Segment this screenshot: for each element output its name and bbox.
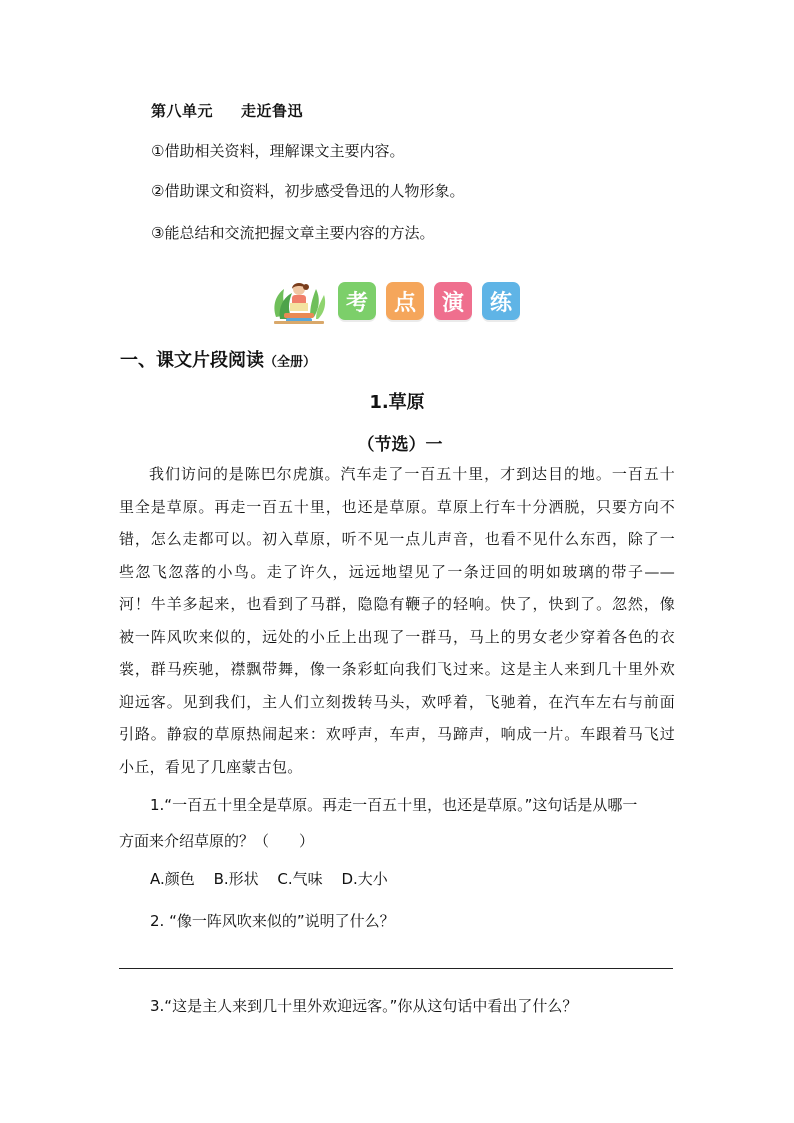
passage-line: 引路。静寂的草原热闹起来：欢呼声，车声，马蹄声，响成一片。车跟着马飞过 bbox=[119, 725, 675, 743]
question-3: 3.“这是主人来到几十里外欢迎远客。”你从这句话中看出了什么？ bbox=[150, 997, 578, 1015]
passage-line: 被一阵风吹来似的，远处的小丘上出现了一群马，马上的男女老少穿着各色的衣 bbox=[119, 627, 675, 646]
question-1-options bbox=[150, 868, 402, 889]
practice-banner bbox=[270, 277, 530, 325]
badge-dian: 点 bbox=[386, 282, 424, 320]
goal-item: ①借助相关资料，理解课文主要内容。 bbox=[151, 142, 405, 160]
reading-passage bbox=[119, 458, 675, 783]
option-c[interactable]: C.气味 bbox=[277, 870, 323, 888]
passage-line: 错，怎么走都可以。初入草原，听不见一点儿声音，也看不见什么东西，除了一 bbox=[119, 530, 675, 548]
goal-item: ③能总结和交流把握文章主要内容的方法。 bbox=[151, 224, 435, 242]
passage-line: 裳，群马疾驰，襟飘带舞，像一条彩虹向我们飞过来。这是主人来到几十里外欢 bbox=[119, 660, 675, 678]
unit-number: 第八单元 bbox=[151, 102, 214, 120]
badge-kao: 考 bbox=[338, 282, 376, 320]
reading-girl-illustration bbox=[270, 277, 328, 325]
question-1-stem: 1.“一百五十里全是草原。再走一百五十里，也还是草原。”这句话是从哪一 bbox=[150, 796, 638, 814]
section-note: （全册） bbox=[264, 355, 317, 370]
lesson-subtitle: （节选）一 bbox=[357, 435, 443, 455]
passage-line: 小丘，看见了几座蒙古包。 bbox=[119, 757, 303, 776]
section-title: 一、课文片段阅读 bbox=[120, 350, 264, 371]
passage-line: 迎远客。见到我们，主人们立刻拨转马头，欢呼着，飞驰着，在汽车左右与前面 bbox=[119, 692, 675, 711]
unit-heading bbox=[151, 100, 303, 121]
goal-item: ②借助课文和资料，初步感受鲁迅的人物形象。 bbox=[151, 182, 465, 200]
badge-lian: 练 bbox=[482, 282, 520, 320]
lesson-title: 1.草原 bbox=[369, 392, 425, 413]
option-d[interactable]: D.大小 bbox=[341, 870, 388, 888]
badge-yan: 演 bbox=[434, 282, 472, 320]
passage-line: 些忽飞忽落的小鸟。走了许久，远远地望见了一条迂回的明如玻璃的带子—— bbox=[119, 562, 675, 581]
section-heading bbox=[120, 346, 316, 372]
answer-line[interactable] bbox=[119, 968, 673, 969]
question-2: 2. “像一阵风吹来似的”说明了什么？ bbox=[150, 912, 395, 930]
passage-line: 里全是草原。再走一百五十里，也还是草原。草原上行车十分洒脱，只要方向不 bbox=[119, 497, 675, 516]
option-a[interactable]: A.颜色 bbox=[150, 870, 195, 888]
unit-title: 走近鲁迅 bbox=[241, 102, 304, 120]
passage-line: 河！牛羊多起来，也看到了马群，隐隐有鞭子的轻响。快了，快到了。忽然，像 bbox=[119, 595, 675, 613]
question-1-stem-cont: 方面来介绍草原的？（ ） bbox=[119, 832, 315, 850]
passage-line: 我们访问的是陈巴尔虎旗。汽车走了一百五十里，才到达目的地。一百五十 bbox=[149, 465, 675, 483]
option-b[interactable]: B.形状 bbox=[213, 870, 259, 888]
